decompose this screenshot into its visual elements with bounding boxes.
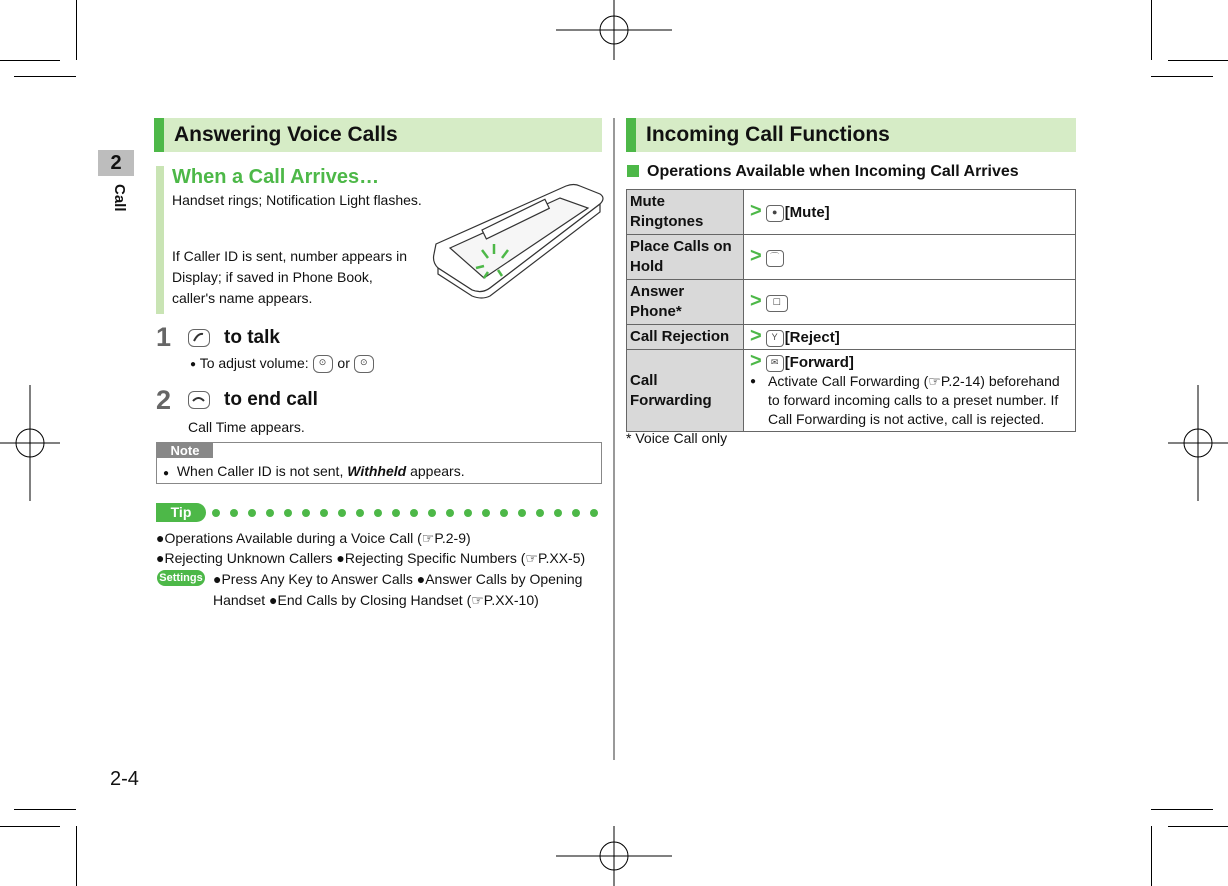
row-head-mute: Mute Ringtones bbox=[627, 190, 744, 235]
green-square-icon bbox=[627, 165, 639, 177]
when-title: When a Call Arrives… bbox=[172, 166, 380, 188]
forward-action: [Forward] bbox=[784, 354, 854, 371]
page-number: 2-4 bbox=[110, 768, 139, 790]
chapter-label: Call bbox=[111, 184, 128, 212]
table-row bbox=[627, 235, 1076, 280]
table-row bbox=[627, 190, 1076, 235]
center-key-icon: ● bbox=[766, 205, 784, 222]
arrow-icon: > bbox=[750, 325, 762, 347]
arrow-icon: > bbox=[750, 350, 762, 372]
arrow-icon: > bbox=[750, 245, 762, 267]
clear-key-icon: ☐ bbox=[766, 295, 788, 312]
forwarding-note: Activate Call Forwarding (☞P.2-14) beforehand to forward incoming calls to a preset number. If Call Forwarding is not active, call is rejected. bbox=[768, 373, 1060, 427]
step1-bullet: ● To adjust volume: ⊙ or ⊙ bbox=[190, 355, 375, 373]
arrow-icon: > bbox=[750, 200, 762, 222]
settings-line1: ●Press Any Key to Answer Calls ●Answer Calls by Opening bbox=[213, 571, 583, 587]
chapter-number: 2 bbox=[98, 150, 134, 176]
settings-line2: Handset ●End Calls by Closing Handset (☞P.XX-10) bbox=[213, 592, 539, 608]
sub-heading: Operations Available when Incoming Call Arrives bbox=[627, 163, 1019, 181]
mail-key-icon: ✉ bbox=[766, 355, 784, 372]
note-text: ● When Caller ID is not sent, Withheld appears. bbox=[163, 463, 465, 479]
when-line1: Handset rings; Notification Light flashes. bbox=[172, 192, 422, 208]
yahoo-key-icon: Y bbox=[766, 330, 784, 347]
note-label: Note bbox=[157, 443, 213, 458]
row-head-answer-phone: Answer Phone* bbox=[627, 280, 744, 325]
note-box bbox=[156, 442, 602, 484]
end-key-icon: ⌒ bbox=[766, 250, 784, 267]
step2-sub: Call Time appears. bbox=[188, 419, 305, 435]
arrow-icon: > bbox=[750, 290, 762, 312]
step-number-1: 1 bbox=[156, 322, 172, 352]
table-row bbox=[627, 280, 1076, 325]
call-key-icon bbox=[188, 329, 210, 347]
row-head-hold: Place Calls on Hold bbox=[627, 235, 744, 280]
reject-action: [Reject] bbox=[784, 329, 840, 346]
row-head-forwarding: Call Forwarding bbox=[627, 350, 744, 432]
column-divider bbox=[613, 118, 615, 760]
section-title-incoming: Incoming Call Functions bbox=[626, 118, 1076, 152]
end-key-icon bbox=[188, 391, 210, 409]
tip-label: Tip bbox=[156, 503, 206, 522]
handset-illustration bbox=[428, 178, 606, 300]
volume-prefix: To adjust volume: bbox=[199, 355, 309, 371]
tip-line1: ●Operations Available during a Voice Call (☞P.2-9) bbox=[156, 530, 471, 546]
when-line2: If Caller ID is sent, number appears in Display; if saved in Phone Book, caller's name appears. bbox=[172, 248, 407, 306]
section-title-answering: Answering Voice Calls bbox=[154, 118, 602, 152]
row-head-rejection: Call Rejection bbox=[627, 325, 744, 350]
table-row bbox=[627, 325, 1076, 350]
step1-text: to talk bbox=[224, 327, 280, 348]
tip-line2: ●Rejecting Unknown Callers ●Rejecting Specific Numbers (☞P.XX-5) bbox=[156, 550, 586, 566]
when-call-arrives-block bbox=[156, 166, 434, 314]
mute-action: [Mute] bbox=[784, 204, 830, 221]
volume-up-key-icon: ⊙ bbox=[313, 355, 333, 373]
withheld-emphasis: Withheld bbox=[347, 463, 407, 479]
operations-table bbox=[626, 189, 1076, 432]
footnote: * Voice Call only bbox=[626, 430, 728, 446]
volume-down-key-icon: ⊙ bbox=[354, 355, 374, 373]
tip-divider-dots bbox=[212, 504, 604, 522]
volume-or: or bbox=[337, 355, 350, 371]
table-row: Call Forwarding > ✉ [Forward] ● Activate Call Forwarding (☞P.2-14) beforehand to forward incoming calls to a preset number. If Call Forwarding is not active, call is rejected. bbox=[627, 350, 1076, 432]
step2-text: to end call bbox=[224, 389, 318, 410]
settings-label: Settings bbox=[157, 570, 205, 586]
step-number-2: 2 bbox=[156, 385, 172, 415]
